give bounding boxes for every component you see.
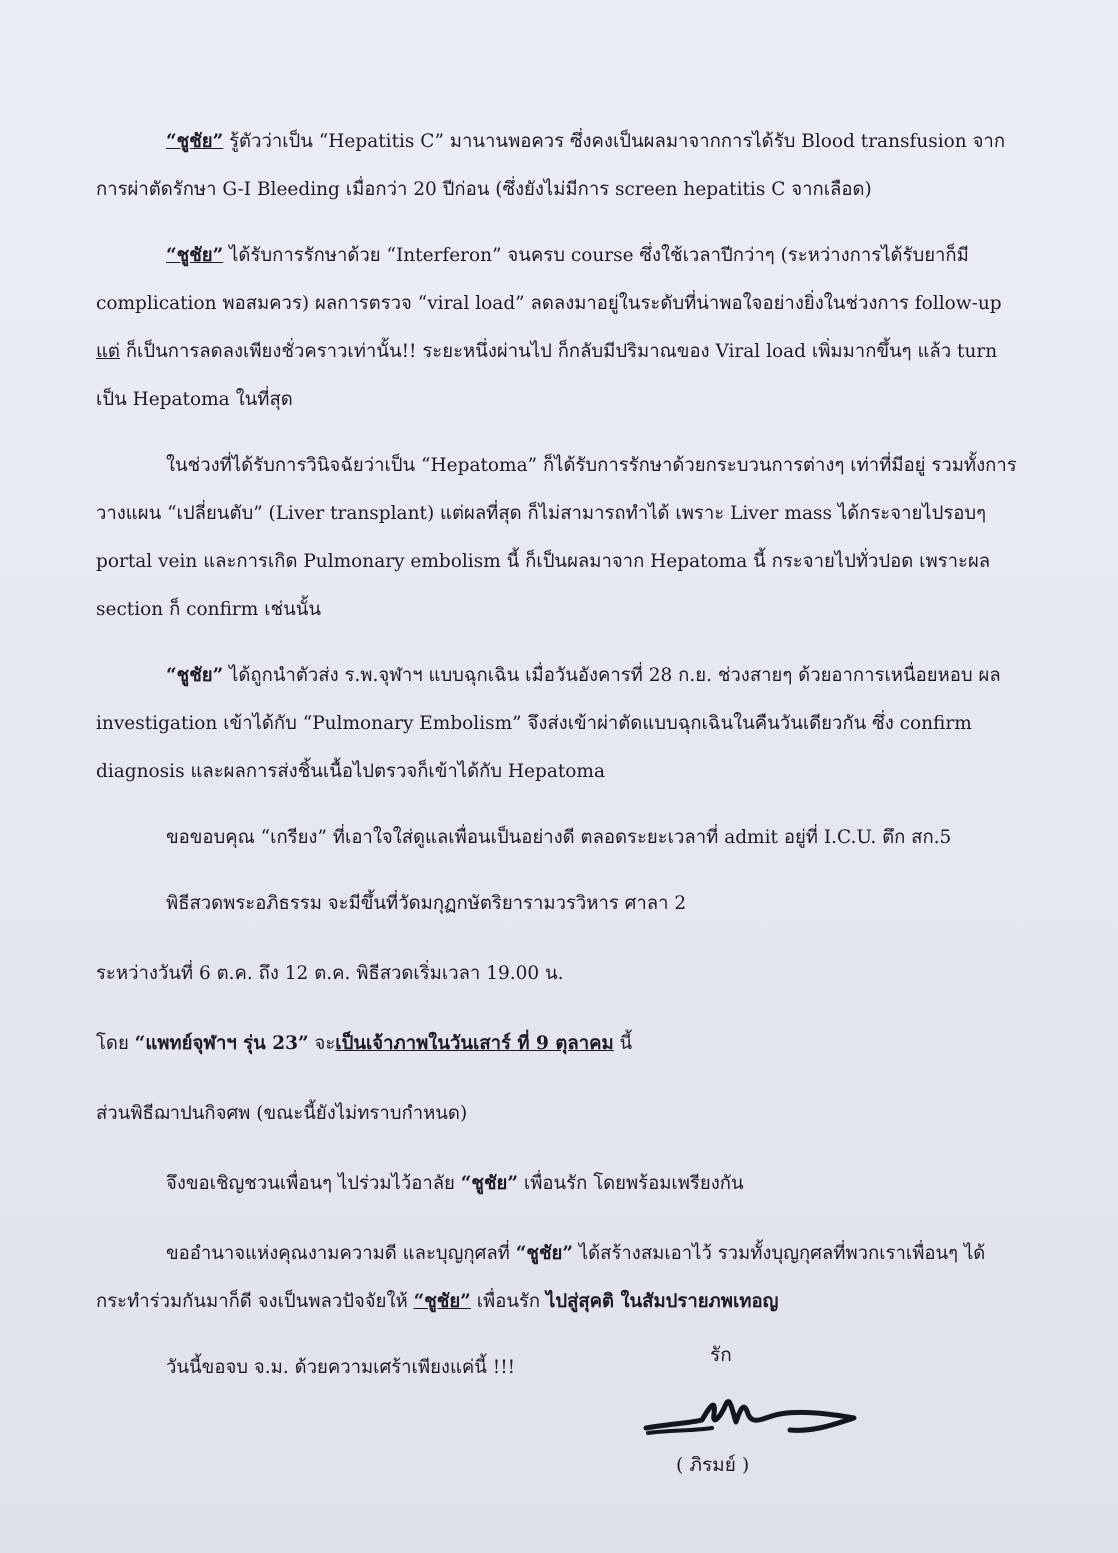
paragraph-text: ขออำนาจแห่งคุณงามความดี และบุญกุศลที่: [166, 1243, 516, 1264]
paragraph-blessing: [96, 1230, 1026, 1326]
paragraph-ceremony: พิธีสวดพระอภิธรรม จะมีขึ้นที่วัดมกุฏกษัตริยารามวรวิหาร ศาลา 2: [166, 893, 687, 914]
paragraph-text: ได้รับการรักษาด้วย “Interferon” จนครบ course ซึ่งใช้เวลาปีกว่าๆ (ระหว่างการได้รับยาก็มี complication พอสมควร) ผลการตรวจ “viral load” ลดลงมาอยู่ในระดับที่น่าพอใจอย่างยิ่งในช่วงการ follow-up: [96, 245, 1002, 314]
paragraph-text: นี้: [613, 1033, 633, 1054]
paragraph-cremation: ส่วนพิธีฌาปนกิจศพ (ขณะนี้ยังไม่ทราบกำหนด): [96, 1103, 468, 1124]
name-chuchai: “ชูชัย”: [515, 1243, 573, 1264]
paragraph-text: โดย: [96, 1033, 135, 1054]
underlined-but: แต่: [96, 341, 120, 362]
paragraph-text: ก็เป็นการลดลงเพียงชั่วคราวเท่านั้น!! ระยะหนึ่งผ่านไป ก็กลับมีปริมาณของ Viral load เพิ่มมากขึ้นๆ แล้ว turn เป็น Hepatoma ในที่สุด: [96, 341, 998, 410]
signer-name: ( ภิรมย์ ): [676, 1454, 750, 1476]
paragraph-host: [96, 1020, 1026, 1068]
host-date: เป็นเจ้าภาพในวันเสาร์ ที่ 9 ตุลาคม: [335, 1033, 614, 1054]
blessing-phrase: ไปสู่สุคติ ในสัมปรายภพเทอญ: [546, 1291, 779, 1312]
paragraph-text: จะ: [308, 1033, 336, 1054]
name-chuchai: “ชูชัย”: [166, 665, 224, 686]
paragraph-text: จึงขอเชิญชวนเพื่อนๆ ไปร่วมไว้อาลัย: [166, 1173, 461, 1194]
name-chuchai: “ชูชัย”: [166, 245, 224, 266]
host-group: “แพทย์จุฬาฯ รุ่น 23”: [134, 1033, 309, 1054]
paragraph-hepatoma: ในช่วงที่ได้รับการวินิจฉัยว่าเป็น “Hepatoma” ก็ได้รับการรักษาด้วยกระบวนการต่างๆ เท่าที่มีอยู่ รวมทั้งการวางแผน “เปลี่ยนตับ” (Liver transplant) แต่ผลที่สุด ก็ไม่สามารถทำได้ เพราะ Liver mass ได้กระจายไปรอบๆ portal vein และการเกิด Pulmonary embolism นี้ ก็เป็นผลมาจาก Hepatoma นี้ กระจายไปทั่วปอด เพราะผล section ก็ confirm เช่นนั้น: [96, 455, 1017, 620]
paragraph-invitation: [96, 1160, 1026, 1208]
closing-block: [640, 1334, 880, 1494]
paragraph-text: รู้ตัวว่าเป็น “Hepatitis C” มานานพอควร ซึ่งคงเป็นผลมาจากการได้รับ Blood transfusion จากการผ่าตัดรักษา G-I Bleeding เมื่อกว่า 20 ปีก่อน (ซึ่งยังไม่มีการ screen hepatitis C จากเลือด): [96, 131, 1006, 200]
paragraph-ending: วันนี้ขอจบ จ.ม. ด้วยความเศร้าเพียงแค่นี้ !!!: [166, 1357, 516, 1378]
name-chuchai: “ชูชัย”: [460, 1173, 519, 1194]
paragraph-thanks: ขอขอบคุณ “เกรียง” ที่เอาใจใส่ดูแลเพื่อนเป็นอย่างดี ตลอดระยะเวลาที่ admit อยู่ที่ I.C.U. ตึก สก.5: [166, 827, 952, 848]
paragraph-diagnosis: [96, 118, 1026, 214]
closing-love: รัก: [710, 1344, 732, 1366]
paragraph-treatment: [96, 232, 1026, 424]
paragraph-text: เพื่อนรัก: [470, 1291, 547, 1312]
paragraph-ceremony-dates: ระหว่างวันที่ 6 ต.ค. ถึง 12 ต.ค. พิธีสวดเริ่มเวลา 19.00 น.: [96, 963, 564, 984]
handwritten-signature: [640, 1380, 870, 1450]
name-chuchai: “ชูชัย”: [166, 131, 224, 152]
paragraph-emergency: [96, 652, 1026, 796]
paragraph-text: ได้ถูกนำตัวส่ง ร.พ.จุฬาฯ แบบฉุกเฉิน เมื่อวันอังคารที่ 28 ก.ย. ช่วงสายๆ ด้วยอาการเหนื่อยหอบ ผล investigation เข้าได้กับ “Pulmonary Embolism” จึงส่งเข้าผ่าตัดแบบฉุกเฉินในคืนวันเดียวกัน ซึ่ง confirm diagnosis และผลการส่งชิ้นเนื้อไปตรวจก็เข้าได้กับ Hepatoma: [96, 665, 1001, 782]
paragraph-text: ได้สร้างสมเอาไว้ รวมทั้งบุญกุศลที่พวกเราเพื่อนๆ ได้กระทำร่วมกันมาก็ดี จงเป็นพลวปัจจัยให้: [96, 1243, 986, 1312]
name-chuchai: “ชูชัย”: [413, 1291, 471, 1312]
paragraph-text: เพื่อนรัก โดยพร้อมเพรียงกัน: [518, 1173, 744, 1194]
letter-body: [96, 118, 1026, 1414]
